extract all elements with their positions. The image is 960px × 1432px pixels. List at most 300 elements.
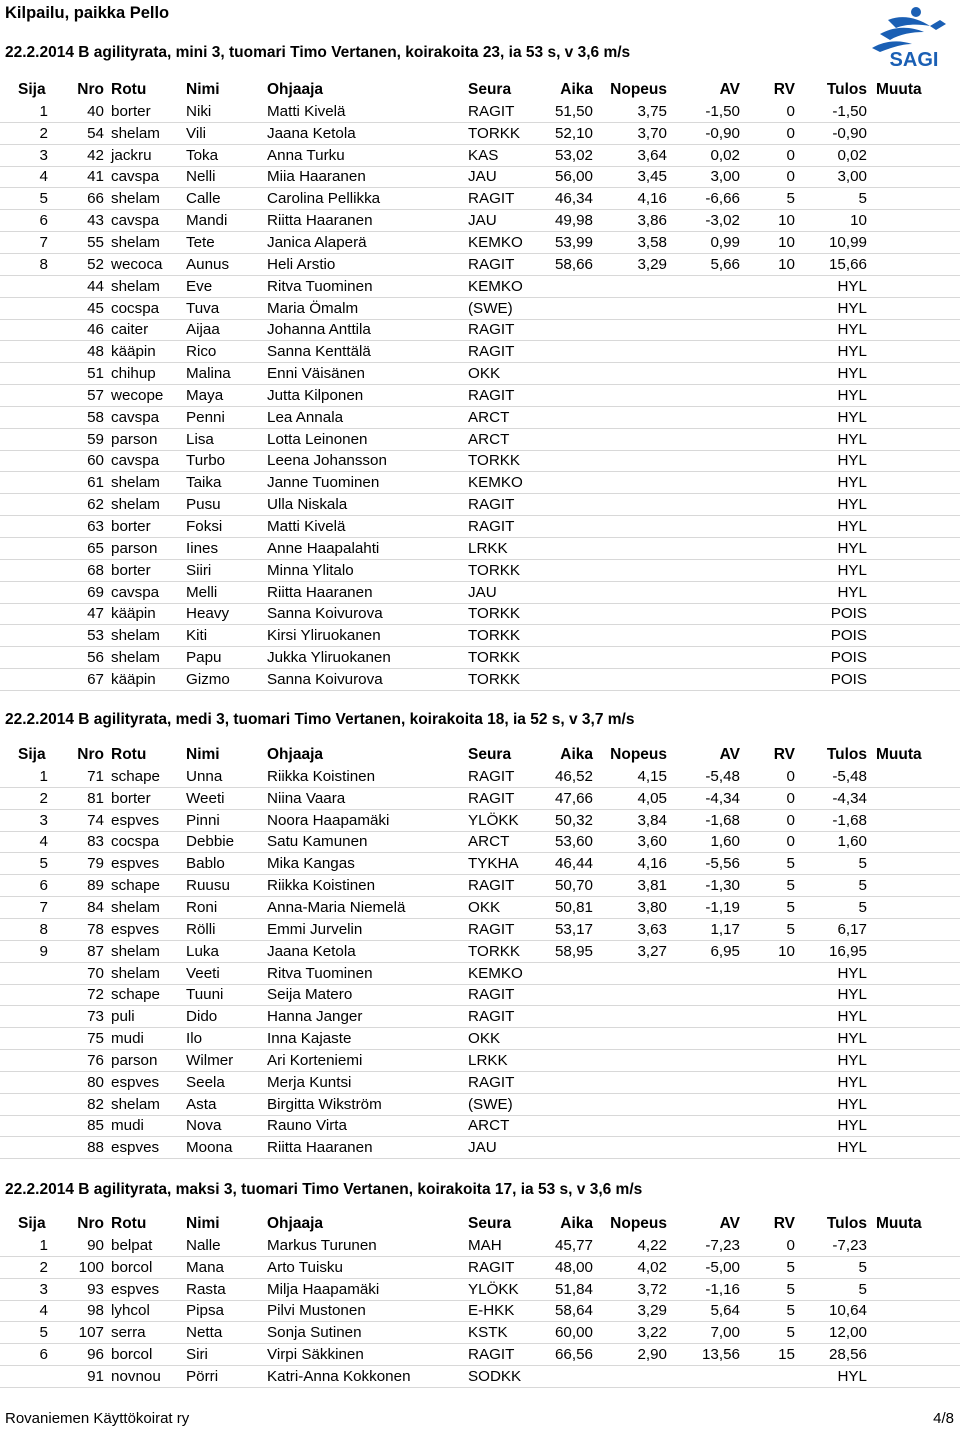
cell-course-faults: 0 bbox=[786, 146, 795, 164]
cell-handler: Riikka Koistinen bbox=[267, 877, 376, 895]
cell-handler: Riitta Haaranen bbox=[267, 583, 373, 601]
table-row bbox=[0, 516, 960, 538]
cell-result: POIS bbox=[830, 627, 867, 645]
cell-speed: 3,64 bbox=[637, 146, 667, 164]
cell-speed: 3,72 bbox=[637, 1280, 667, 1298]
cell-time: 56,00 bbox=[554, 168, 593, 186]
cell-breed: jackru bbox=[111, 146, 152, 164]
cell-course-faults: 0 bbox=[786, 767, 795, 785]
cell-number: 85 bbox=[87, 1117, 104, 1135]
cell-breed: shelam bbox=[111, 277, 160, 295]
cell-rank: 1 bbox=[39, 1236, 48, 1254]
cell-result: -0,90 bbox=[832, 124, 867, 142]
cell-club: RAGIT bbox=[468, 496, 515, 514]
cell-breed: borcol bbox=[111, 1258, 153, 1276]
cell-club: KAS bbox=[468, 146, 499, 164]
cell-result: -1,50 bbox=[832, 102, 867, 120]
cell-handler: Lotta Leinonen bbox=[267, 430, 368, 448]
cell-club: RAGIT bbox=[468, 518, 515, 535]
sagi-logo-text: SAGI bbox=[889, 49, 939, 70]
cell-rank: 1 bbox=[39, 102, 48, 120]
cell-time: 66,56 bbox=[554, 1346, 593, 1364]
column-header-nimi: Nimi bbox=[186, 81, 220, 98]
cell-breed: borter bbox=[111, 102, 151, 120]
cell-result: 5 bbox=[858, 877, 867, 895]
column-header-nopeus: Nopeus bbox=[610, 81, 667, 98]
cell-dog-name: Wilmer bbox=[186, 1051, 234, 1069]
cell-number: 76 bbox=[87, 1051, 104, 1069]
cell-dog-name: Mandi bbox=[186, 212, 228, 230]
cell-number: 96 bbox=[87, 1346, 104, 1364]
cell-course-faults: 5 bbox=[786, 877, 795, 895]
cell-dog-name: Taika bbox=[186, 474, 222, 492]
cell-number: 55 bbox=[87, 233, 104, 251]
cell-number: 51 bbox=[87, 365, 104, 383]
cell-dog-name: Asta bbox=[186, 1095, 217, 1113]
cell-rank: 9 bbox=[39, 942, 48, 960]
cell-breed: schape bbox=[111, 986, 160, 1004]
cell-number: 91 bbox=[87, 1367, 104, 1385]
column-header-sija: Sija bbox=[18, 1215, 46, 1232]
cell-club: RAGIT bbox=[468, 789, 515, 807]
cell-dog-name: Debbie bbox=[186, 833, 235, 851]
cell-result: HYL bbox=[837, 430, 867, 448]
cell-result: HYL bbox=[837, 1073, 867, 1091]
sagi-logo bbox=[858, 4, 956, 70]
cell-result: 15,66 bbox=[828, 255, 867, 273]
cell-club: TORKK bbox=[468, 942, 521, 960]
cell-result: 28,56 bbox=[828, 1346, 867, 1364]
cell-result: HYL bbox=[837, 452, 867, 470]
cell-speed: 2,90 bbox=[637, 1346, 667, 1364]
cell-number: 56 bbox=[87, 649, 104, 667]
cell-number: 58 bbox=[87, 408, 104, 426]
table-row bbox=[0, 788, 960, 810]
cell-handler: Sanna Koivurova bbox=[267, 670, 383, 688]
table-header-row bbox=[0, 1213, 960, 1235]
cell-handler: Ritva Tuominen bbox=[267, 277, 373, 295]
cell-rank: 7 bbox=[39, 898, 48, 916]
cell-speed: 3,29 bbox=[637, 255, 667, 273]
cell-handler: Markus Turunen bbox=[267, 1236, 377, 1254]
cell-time: 53,02 bbox=[554, 146, 593, 164]
table-row bbox=[0, 472, 960, 494]
cell-dog-name: Roni bbox=[186, 898, 218, 916]
cell-handler: Leena Johansson bbox=[267, 452, 387, 470]
table-row bbox=[0, 984, 960, 1006]
cell-result: HYL bbox=[837, 1117, 867, 1135]
cell-handler: Riitta Haaranen bbox=[267, 1139, 373, 1157]
table-header-row bbox=[0, 79, 960, 101]
cell-number: 59 bbox=[87, 430, 104, 448]
cell-course-faults: 10 bbox=[778, 233, 795, 251]
cell-number: 81 bbox=[87, 789, 104, 807]
cell-club: TORKK bbox=[468, 627, 521, 645]
cell-time: 46,34 bbox=[554, 190, 593, 208]
cell-club: TORKK bbox=[468, 605, 521, 623]
cell-club: JAU bbox=[468, 212, 497, 230]
cell-club: RAGIT bbox=[468, 321, 515, 339]
cell-course-faults: 5 bbox=[786, 1324, 795, 1342]
cell-time: 53,17 bbox=[554, 920, 593, 938]
cell-dog-name: Pörri bbox=[186, 1367, 219, 1385]
page-header-title: Kilpailu, paikka Pello bbox=[5, 4, 170, 22]
cell-result: HYL bbox=[837, 299, 867, 317]
cell-handler: Inna Kajaste bbox=[267, 1030, 352, 1048]
column-header-rotu: Rotu bbox=[111, 81, 147, 98]
column-header-nro: Nro bbox=[77, 746, 104, 763]
cell-breed: espves bbox=[111, 1139, 160, 1157]
cell-course-faults: 10 bbox=[778, 212, 795, 230]
cell-breed: espves bbox=[111, 811, 160, 829]
cell-club: RAGIT bbox=[468, 1258, 515, 1276]
table-row bbox=[0, 1344, 960, 1366]
cell-time-error: 6,95 bbox=[710, 942, 740, 960]
cell-speed: 3,75 bbox=[637, 102, 667, 120]
cell-handler: Anna-Maria Niemelä bbox=[267, 898, 406, 916]
cell-club: RAGIT bbox=[468, 1346, 515, 1364]
cell-speed: 4,15 bbox=[637, 767, 667, 785]
cell-dog-name: Penni bbox=[186, 408, 225, 426]
cell-club: RAGIT bbox=[468, 343, 515, 361]
cell-dog-name: Niki bbox=[186, 102, 212, 120]
cell-handler: Minna Ylitalo bbox=[267, 561, 354, 579]
cell-time-error: -1,30 bbox=[705, 877, 740, 895]
cell-time: 52,10 bbox=[554, 124, 593, 142]
cell-course-faults: 0 bbox=[786, 102, 795, 120]
cell-number: 89 bbox=[87, 877, 104, 895]
table-row bbox=[0, 101, 960, 123]
column-header-aika: Aika bbox=[560, 81, 593, 98]
section-title: 22.2.2014 B agilityrata, maksi 3, tuomari Timo Vertanen, koirakoita 17, ia 53 s, v 3,6 m/s bbox=[5, 1181, 643, 1198]
cell-dog-name: Mana bbox=[186, 1258, 224, 1276]
cell-result: HYL bbox=[837, 408, 867, 426]
cell-club: MAH bbox=[468, 1236, 502, 1254]
table-row bbox=[0, 1235, 960, 1257]
section-title: 22.2.2014 B agilityrata, medi 3, tuomari Timo Vertanen, koirakoita 18, ia 52 s, v 3,7 m/s bbox=[5, 711, 635, 728]
cell-dog-name: Seela bbox=[186, 1073, 225, 1091]
cell-result: HYL bbox=[837, 496, 867, 514]
cell-number: 82 bbox=[87, 1095, 104, 1113]
cell-number: 93 bbox=[87, 1280, 104, 1298]
table-row bbox=[0, 963, 960, 985]
cell-time: 48,00 bbox=[554, 1258, 593, 1276]
cell-number: 53 bbox=[87, 627, 104, 645]
cell-dog-name: Turbo bbox=[186, 452, 226, 470]
cell-breed: shelam bbox=[111, 627, 160, 645]
cell-result: 16,95 bbox=[828, 942, 867, 960]
cell-time: 45,77 bbox=[554, 1236, 593, 1254]
cell-number: 46 bbox=[87, 321, 104, 339]
table-row bbox=[0, 1028, 960, 1050]
cell-number: 43 bbox=[87, 212, 104, 230]
column-header-nro: Nro bbox=[77, 81, 104, 98]
cell-rank: 1 bbox=[39, 767, 48, 785]
cell-time: 58,64 bbox=[554, 1302, 593, 1320]
cell-result: 0,02 bbox=[837, 146, 867, 164]
cell-course-faults: 5 bbox=[786, 855, 795, 873]
cell-course-faults: 0 bbox=[786, 124, 795, 142]
cell-handler: Ulla Niskala bbox=[267, 496, 348, 514]
cell-time-error: -5,00 bbox=[705, 1258, 740, 1276]
cell-course-faults: 0 bbox=[786, 811, 795, 829]
table-row bbox=[0, 897, 960, 919]
cell-number: 65 bbox=[87, 539, 104, 557]
cell-breed: shelam bbox=[111, 1095, 160, 1113]
table-row bbox=[0, 582, 960, 604]
cell-dog-name: Tete bbox=[186, 233, 215, 251]
cell-handler: Niina Vaara bbox=[267, 789, 346, 807]
cell-breed: shelam bbox=[111, 898, 160, 916]
column-header-muuta: Muuta bbox=[876, 746, 922, 763]
cell-number: 75 bbox=[87, 1030, 104, 1048]
cell-handler: Milja Haapamäki bbox=[267, 1280, 380, 1298]
cell-breed: parson bbox=[111, 1051, 158, 1069]
table-row bbox=[0, 875, 960, 897]
table-row bbox=[0, 407, 960, 429]
cell-dog-name: Aunus bbox=[186, 255, 230, 273]
cell-time-error: -1,19 bbox=[705, 898, 740, 916]
cell-rank: 2 bbox=[39, 1258, 48, 1276]
cell-club: JAU bbox=[468, 1139, 497, 1157]
cell-handler: Sonja Sutinen bbox=[267, 1324, 362, 1342]
table-row bbox=[0, 919, 960, 941]
column-header-nro: Nro bbox=[77, 1215, 104, 1232]
table-row bbox=[0, 647, 960, 669]
column-header-ohjaaja: Ohjaaja bbox=[267, 1215, 323, 1232]
cell-handler: Pilvi Mustonen bbox=[267, 1302, 366, 1320]
cell-handler: Enni Väisänen bbox=[267, 365, 365, 383]
cell-breed: wecoca bbox=[111, 255, 163, 273]
table-row bbox=[0, 429, 960, 451]
cell-number: 98 bbox=[87, 1302, 104, 1320]
cell-club: OKK bbox=[468, 898, 501, 916]
cell-speed: 3,70 bbox=[637, 124, 667, 142]
cell-rank: 5 bbox=[39, 855, 48, 873]
cell-breed: shelam bbox=[111, 190, 160, 208]
cell-time: 50,70 bbox=[554, 877, 593, 895]
cell-handler: Matti Kivelä bbox=[267, 102, 346, 120]
cell-club: RAGIT bbox=[468, 1008, 515, 1026]
cell-time-error: -6,66 bbox=[705, 190, 740, 208]
cell-number: 100 bbox=[78, 1258, 104, 1276]
column-header-rv: RV bbox=[773, 746, 795, 763]
cell-breed: borcol bbox=[111, 1346, 153, 1364]
table-row bbox=[0, 1366, 960, 1388]
cell-club: RAGIT bbox=[468, 877, 515, 895]
cell-breed: caiter bbox=[111, 321, 149, 339]
table-row bbox=[0, 1279, 960, 1301]
cell-handler: Janica Alaperä bbox=[267, 233, 367, 251]
cell-speed: 3,27 bbox=[637, 942, 667, 960]
cell-speed: 3,63 bbox=[637, 920, 667, 938]
cell-dog-name: Dido bbox=[186, 1008, 218, 1026]
cell-dog-name: Gizmo bbox=[186, 670, 230, 688]
cell-time-error: 1,60 bbox=[710, 833, 740, 851]
cell-number: 63 bbox=[87, 518, 104, 535]
column-header-nimi: Nimi bbox=[186, 746, 220, 763]
cell-dog-name: Siri bbox=[186, 1346, 208, 1364]
cell-breed: chihup bbox=[111, 365, 156, 383]
table-row bbox=[0, 123, 960, 145]
cell-course-faults: 5 bbox=[786, 920, 795, 938]
table-row bbox=[0, 145, 960, 167]
cell-time-error: -1,50 bbox=[705, 102, 740, 120]
cell-dog-name: Lisa bbox=[186, 430, 214, 448]
cell-rank: 4 bbox=[39, 833, 48, 851]
cell-breed: shelam bbox=[111, 474, 160, 492]
cell-handler: Matti Kivelä bbox=[267, 518, 346, 535]
cell-handler: Rauno Virta bbox=[267, 1117, 347, 1135]
cell-breed: espves bbox=[111, 920, 160, 938]
cell-handler: Ritva Tuominen bbox=[267, 964, 373, 982]
cell-breed: kääpin bbox=[111, 605, 156, 623]
cell-result: 1,60 bbox=[837, 833, 867, 851]
cell-handler: Lea Annala bbox=[267, 408, 344, 426]
cell-number: 44 bbox=[87, 277, 104, 295]
column-header-muuta: Muuta bbox=[876, 81, 922, 98]
cell-result: 5 bbox=[858, 190, 867, 208]
cell-dog-name: Vili bbox=[186, 124, 206, 142]
cell-time-error: -0,90 bbox=[705, 124, 740, 142]
table-row bbox=[0, 1137, 960, 1159]
table-row bbox=[0, 603, 960, 625]
column-header-seura: Seura bbox=[468, 81, 512, 98]
cell-rank: 6 bbox=[39, 1346, 48, 1364]
cell-number: 40 bbox=[87, 102, 104, 120]
cell-handler: Satu Kamunen bbox=[267, 833, 368, 851]
cell-club: TORKK bbox=[468, 670, 521, 688]
table-row bbox=[0, 853, 960, 875]
cell-breed: shelam bbox=[111, 496, 160, 514]
cell-club: ARCT bbox=[468, 408, 510, 426]
table-row bbox=[0, 560, 960, 582]
table-row bbox=[0, 1094, 960, 1116]
cell-club: ARCT bbox=[468, 430, 510, 448]
cell-course-faults: 0 bbox=[786, 833, 795, 851]
cell-number: 69 bbox=[87, 583, 104, 601]
cell-result: -7,23 bbox=[832, 1236, 867, 1254]
cell-time: 51,84 bbox=[554, 1280, 593, 1298]
cell-course-faults: 15 bbox=[778, 1346, 795, 1364]
cell-breed: belpat bbox=[111, 1236, 153, 1254]
cell-dog-name: Ruusu bbox=[186, 877, 230, 895]
cell-club: E-HKK bbox=[468, 1302, 515, 1320]
cell-number: 73 bbox=[87, 1008, 104, 1026]
column-header-nopeus: Nopeus bbox=[610, 746, 667, 763]
cell-result: HYL bbox=[837, 343, 867, 361]
cell-number: 67 bbox=[87, 670, 104, 688]
cell-number: 62 bbox=[87, 496, 104, 514]
cell-speed: 4,22 bbox=[637, 1236, 667, 1254]
table-row bbox=[0, 319, 960, 341]
cell-rank: 6 bbox=[39, 212, 48, 230]
table-row bbox=[0, 232, 960, 254]
column-header-av: AV bbox=[719, 81, 740, 98]
cell-number: 52 bbox=[87, 255, 104, 273]
cell-time-error: 0,99 bbox=[710, 233, 740, 251]
cell-time: 58,66 bbox=[554, 255, 593, 273]
cell-rank: 5 bbox=[39, 190, 48, 208]
table-row bbox=[0, 941, 960, 963]
cell-club: RAGIT bbox=[468, 1073, 515, 1091]
column-header-seura: Seura bbox=[468, 746, 512, 763]
cell-result: 3,00 bbox=[837, 168, 867, 186]
cell-club: TYKHA bbox=[468, 855, 519, 873]
cell-handler: Jutta Kilponen bbox=[267, 386, 364, 404]
cell-dog-name: Bablo bbox=[186, 855, 225, 873]
cell-rank: 3 bbox=[39, 1280, 48, 1298]
cell-club: TORKK bbox=[468, 561, 521, 579]
cell-result: POIS bbox=[830, 605, 867, 623]
cell-breed: serra bbox=[111, 1324, 146, 1342]
cell-dog-name: Calle bbox=[186, 190, 221, 208]
cell-time-error: 5,64 bbox=[710, 1302, 740, 1320]
cell-breed: shelam bbox=[111, 964, 160, 982]
cell-speed: 3,84 bbox=[637, 811, 667, 829]
cell-dog-name: Eve bbox=[186, 277, 213, 295]
cell-club: RAGIT bbox=[468, 386, 515, 404]
cell-handler: Virpi Säkkinen bbox=[267, 1346, 364, 1364]
cell-result: HYL bbox=[837, 986, 867, 1004]
cell-number: 66 bbox=[87, 190, 104, 208]
cell-number: 83 bbox=[87, 833, 104, 851]
cell-result: 5 bbox=[858, 855, 867, 873]
cell-result: HYL bbox=[837, 277, 867, 295]
cell-club: TORKK bbox=[468, 649, 521, 667]
cell-course-faults: 0 bbox=[786, 168, 795, 186]
column-header-rv: RV bbox=[773, 81, 795, 98]
cell-time-error: -7,23 bbox=[705, 1236, 740, 1254]
cell-club: TORKK bbox=[468, 452, 521, 470]
cell-number: 80 bbox=[87, 1073, 104, 1091]
column-header-ohjaaja: Ohjaaja bbox=[267, 746, 323, 763]
cell-breed: kääpin bbox=[111, 670, 156, 688]
cell-handler: Katri-Anna Kokkonen bbox=[267, 1367, 411, 1385]
cell-time-error: 7,00 bbox=[710, 1324, 740, 1342]
cell-dog-name: Ilo bbox=[186, 1030, 203, 1048]
cell-time: 60,00 bbox=[554, 1324, 593, 1342]
cell-number: 88 bbox=[87, 1139, 104, 1157]
cell-dog-name: Pipsa bbox=[186, 1302, 224, 1320]
cell-result: POIS bbox=[830, 649, 867, 667]
cell-breed: shelam bbox=[111, 942, 160, 960]
cell-course-faults: 10 bbox=[778, 255, 795, 273]
cell-club: KEMKO bbox=[468, 233, 523, 251]
cell-number: 60 bbox=[87, 452, 104, 470]
cell-number: 90 bbox=[87, 1236, 104, 1254]
cell-rank: 8 bbox=[39, 255, 48, 273]
cell-result: HYL bbox=[837, 539, 867, 557]
cell-dog-name: Rasta bbox=[186, 1280, 226, 1298]
cell-number: 41 bbox=[87, 168, 104, 186]
table-row bbox=[0, 166, 960, 188]
cell-result: HYL bbox=[837, 321, 867, 339]
cell-dog-name: Nova bbox=[186, 1117, 222, 1135]
cell-handler: Sanna Kenttälä bbox=[267, 343, 371, 361]
cell-result: HYL bbox=[837, 1051, 867, 1069]
cell-breed: cocspa bbox=[111, 299, 160, 317]
cell-club: YLÖKK bbox=[468, 811, 519, 829]
cell-time: 58,95 bbox=[554, 942, 593, 960]
column-header-sija: Sija bbox=[18, 746, 46, 763]
cell-number: 42 bbox=[87, 146, 104, 164]
cell-breed: cavspa bbox=[111, 583, 160, 601]
cell-club: ARCT bbox=[468, 1117, 510, 1135]
table-row bbox=[0, 363, 960, 385]
cell-rank: 4 bbox=[39, 1302, 48, 1320]
cell-handler: Arto Tuisku bbox=[267, 1258, 343, 1276]
